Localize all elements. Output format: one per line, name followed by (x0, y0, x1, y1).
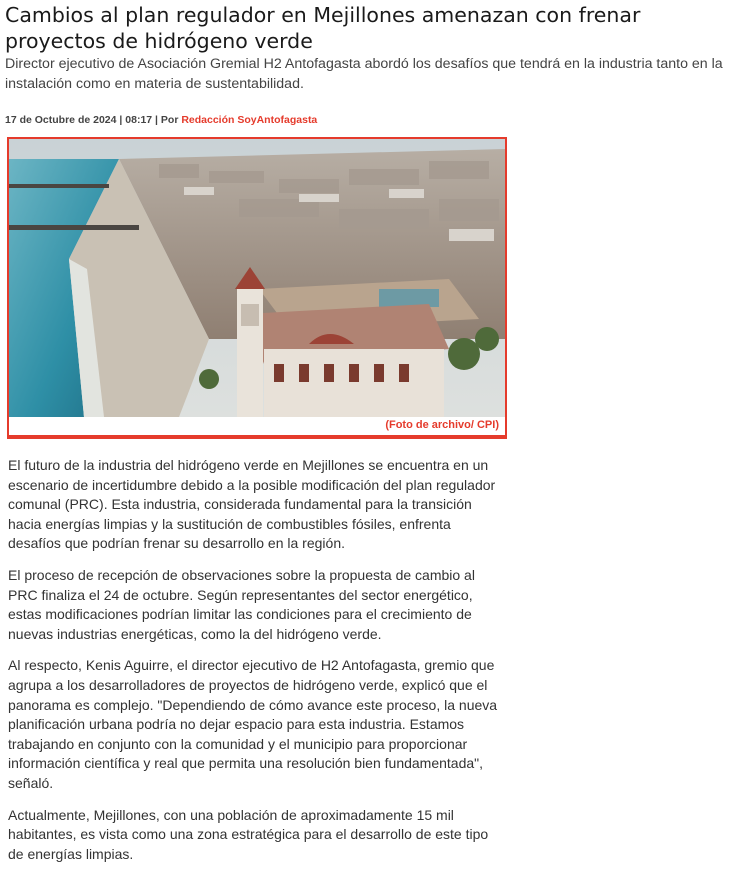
author-link[interactable]: Redacción SoyAntofagasta (181, 114, 318, 126)
meta-separator: | (116, 114, 126, 126)
publish-time: 08:17 (125, 114, 153, 126)
article-body (8, 456, 506, 876)
publish-date: 17 de Octubre de 2024 (5, 114, 117, 126)
byline-label: | Por (152, 114, 182, 126)
article-paragraph: El proceso de recepción de observaciones sobre la propuesta de cambio al PRC finaliza el 24 de octubre. Según representantes del sector energético, estas modificaciones podrían limitar las condiciones para el crecimiento de nuevas industrias energéticas, como la del hidrógeno verde. (8, 566, 475, 642)
article-meta (5, 114, 317, 126)
coastal-city-photo (9, 139, 505, 417)
article-image[interactable] (7, 137, 507, 439)
article-subtitle: Director ejecutivo de Asociación Gremial H2 Antofagasta abordó los desafíos que tendrá en la industria tanto en la instalación como en materia de sustentabilidad. (5, 56, 723, 92)
image-caption: (Foto de archivo/ CPI) (385, 419, 499, 431)
article-paragraph: Al respecto, Kenis Aguirre, el director ejecutivo de H2 Antofagasta, gremio que agrupa a los desarrolladores de proyectos de hidrógeno verde, explicó que el panorama es complejo. "Dependiendo de cómo avance este proceso, la nueva planificación urbana podría no dejar espacio para esta industria. Estamos trabajando en conjunto con la comunidad y el municipio para proporcionar información científica y real que permita una resolución bien fundamentada", señaló. (8, 657, 498, 791)
article-paragraph: Actualmente, Mejillones, con una población de aproximadamente 15 mil habitantes, es vista como una zona estratégica para el desarrollo de este tipo de energías limpias. (8, 806, 489, 862)
article-headline: Cambios al plan regulador en Mejillones amenazan con frenar proyectos de hidrógeno verde (5, 3, 641, 53)
article-paragraph: El futuro de la industria del hidrógeno verde en Mejillones se encuentra en un escenario de incertidumbre debido a la posible modificación del plan regulador comunal (PRC). Esta industria, considerada fundamental para la transición hacia energías limpias y la sustitución de combustibles fósiles, enfrenta desafíos que podrían frenar su desarrollo en la región. (8, 457, 496, 552)
